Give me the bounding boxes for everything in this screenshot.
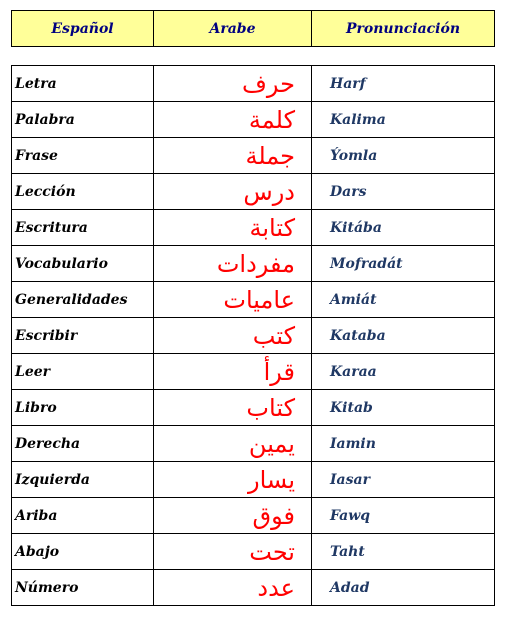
arabic-cell bbox=[154, 318, 312, 354]
table-row bbox=[12, 210, 495, 246]
table-row bbox=[12, 318, 495, 354]
spanish-cell: Escribir bbox=[12, 318, 154, 354]
table-row bbox=[12, 462, 495, 498]
spanish-cell: Palabra bbox=[12, 102, 154, 138]
pronunciation-cell: Fawq bbox=[312, 498, 495, 534]
arabic-cell bbox=[154, 174, 312, 210]
table-row bbox=[12, 390, 495, 426]
arabic-word: مفردات bbox=[216, 249, 295, 278]
arabic-cell bbox=[154, 570, 312, 606]
table-row bbox=[12, 498, 495, 534]
vocabulary-body bbox=[12, 66, 495, 606]
pronunciation-cell: Iasar bbox=[312, 462, 495, 498]
pronunciation-cell: Amiát bbox=[312, 282, 495, 318]
header-arabic: Arabe bbox=[154, 11, 312, 47]
pronunciation-cell: Kataba bbox=[312, 318, 495, 354]
spanish-cell: Frase bbox=[12, 138, 154, 174]
arabic-word: كتابة bbox=[249, 213, 295, 242]
arabic-cell bbox=[154, 66, 312, 102]
table-row bbox=[12, 246, 495, 282]
table-row bbox=[12, 354, 495, 390]
header-table bbox=[11, 10, 495, 47]
arabic-word: درس bbox=[243, 177, 295, 206]
spanish-cell: Escritura bbox=[12, 210, 154, 246]
pronunciation-cell: Dars bbox=[312, 174, 495, 210]
table-row bbox=[12, 66, 495, 102]
table-row bbox=[12, 534, 495, 570]
table-row bbox=[12, 174, 495, 210]
arabic-cell bbox=[154, 246, 312, 282]
pronunciation-cell: Mofradát bbox=[312, 246, 495, 282]
pronunciation-cell: Kitab bbox=[312, 390, 495, 426]
spanish-cell: Ariba bbox=[12, 498, 154, 534]
arabic-cell bbox=[154, 390, 312, 426]
arabic-word: فوق bbox=[252, 501, 295, 530]
arabic-word: حرف bbox=[242, 69, 295, 98]
spanish-cell: Lección bbox=[12, 174, 154, 210]
arabic-word: يمين bbox=[248, 429, 295, 458]
table-row bbox=[12, 102, 495, 138]
spanish-cell: Generalidades bbox=[12, 282, 154, 318]
arabic-cell bbox=[154, 462, 312, 498]
arabic-word: تحت bbox=[249, 537, 295, 566]
arabic-word: عدد bbox=[257, 573, 295, 602]
arabic-word: قرأ bbox=[263, 357, 295, 386]
pronunciation-cell: Adad bbox=[312, 570, 495, 606]
pronunciation-cell: Taht bbox=[312, 534, 495, 570]
header-pronunciation: Pronunciación bbox=[312, 11, 495, 47]
header-row bbox=[12, 11, 495, 47]
spanish-cell: Vocabulario bbox=[12, 246, 154, 282]
pronunciation-cell: Karaa bbox=[312, 354, 495, 390]
table-row bbox=[12, 570, 495, 606]
spanish-cell: Leer bbox=[12, 354, 154, 390]
spanish-cell: Número bbox=[12, 570, 154, 606]
spanish-cell: Derecha bbox=[12, 426, 154, 462]
spanish-cell: Letra bbox=[12, 66, 154, 102]
arabic-cell bbox=[154, 210, 312, 246]
arabic-cell bbox=[154, 282, 312, 318]
arabic-word: عاميات bbox=[223, 285, 295, 314]
arabic-cell bbox=[154, 102, 312, 138]
arabic-word: جملة bbox=[245, 141, 295, 170]
arabic-cell bbox=[154, 498, 312, 534]
table-row bbox=[12, 138, 495, 174]
pronunciation-cell: Kitába bbox=[312, 210, 495, 246]
pronunciation-cell: Ýomla bbox=[312, 138, 495, 174]
arabic-cell bbox=[154, 138, 312, 174]
arabic-cell bbox=[154, 426, 312, 462]
pronunciation-cell: Kalima bbox=[312, 102, 495, 138]
arabic-word: كتاب bbox=[246, 393, 295, 422]
arabic-word: كتب bbox=[252, 321, 295, 350]
pronunciation-cell: Harf bbox=[312, 66, 495, 102]
table-row bbox=[12, 426, 495, 462]
pronunciation-cell: Iamin bbox=[312, 426, 495, 462]
arabic-cell bbox=[154, 354, 312, 390]
table-row bbox=[12, 282, 495, 318]
arabic-cell bbox=[154, 534, 312, 570]
spanish-cell: Libro bbox=[12, 390, 154, 426]
arabic-word: كلمة bbox=[248, 105, 295, 134]
arabic-word: يسار bbox=[248, 465, 295, 494]
header-spanish: Español bbox=[12, 11, 154, 47]
spanish-cell: Abajo bbox=[12, 534, 154, 570]
vocabulary-table bbox=[11, 65, 495, 606]
spanish-cell: Izquierda bbox=[12, 462, 154, 498]
